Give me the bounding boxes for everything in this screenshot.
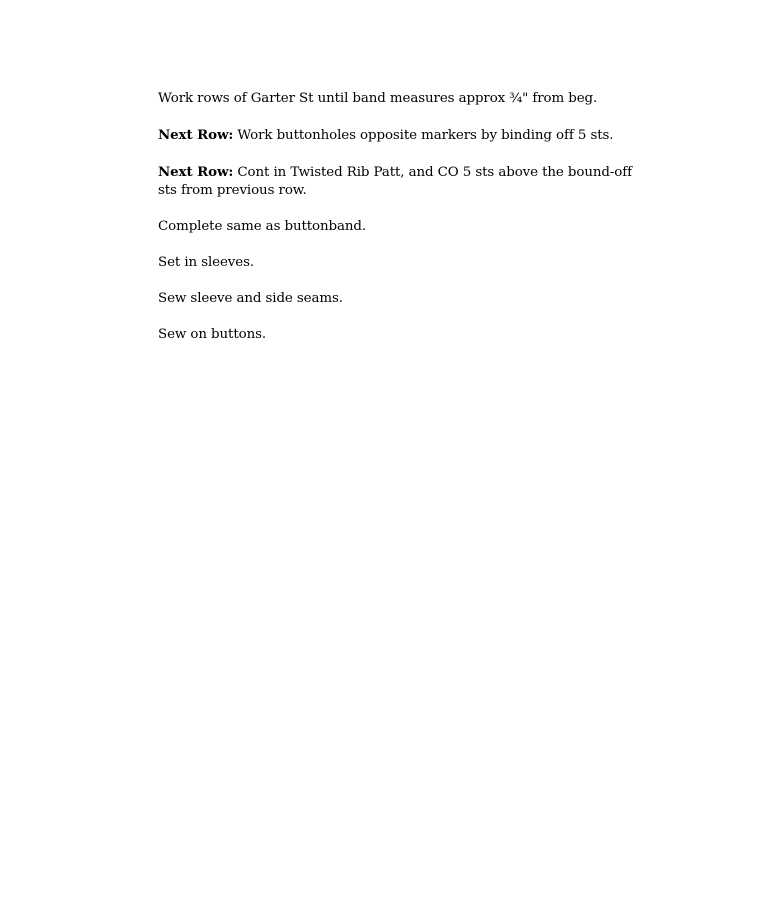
instructions-body [158,90,648,362]
row-label: Next Row: [158,127,234,143]
paragraph-twisted-rib [158,163,648,200]
paragraph-text: Work buttonholes opposite markers by binding off 5 sts. [233,128,614,143]
paragraph-text: Work rows of Garter St until band measures approx ¾" from beg. [158,91,598,106]
paragraph-text: Complete same as buttonband. [158,219,367,234]
paragraph-complete [158,218,648,236]
row-label: Next Row: [158,164,234,180]
paragraph-buttonholes [158,126,648,145]
paragraph-text: Sew on buttons. [158,327,267,342]
paragraph-sew-seams [158,290,648,308]
paragraph-sew-buttons [158,326,648,344]
paragraph-garter-st [158,90,648,108]
paragraph-text: Set in sleeves. [158,255,255,270]
paragraph-text: Cont in Twisted Rib Patt, and CO 5 sts above the bound-off sts from previous row. [158,165,632,198]
paragraph-text: Sew sleeve and side seams. [158,291,343,306]
paragraph-set-sleeves [158,254,648,272]
